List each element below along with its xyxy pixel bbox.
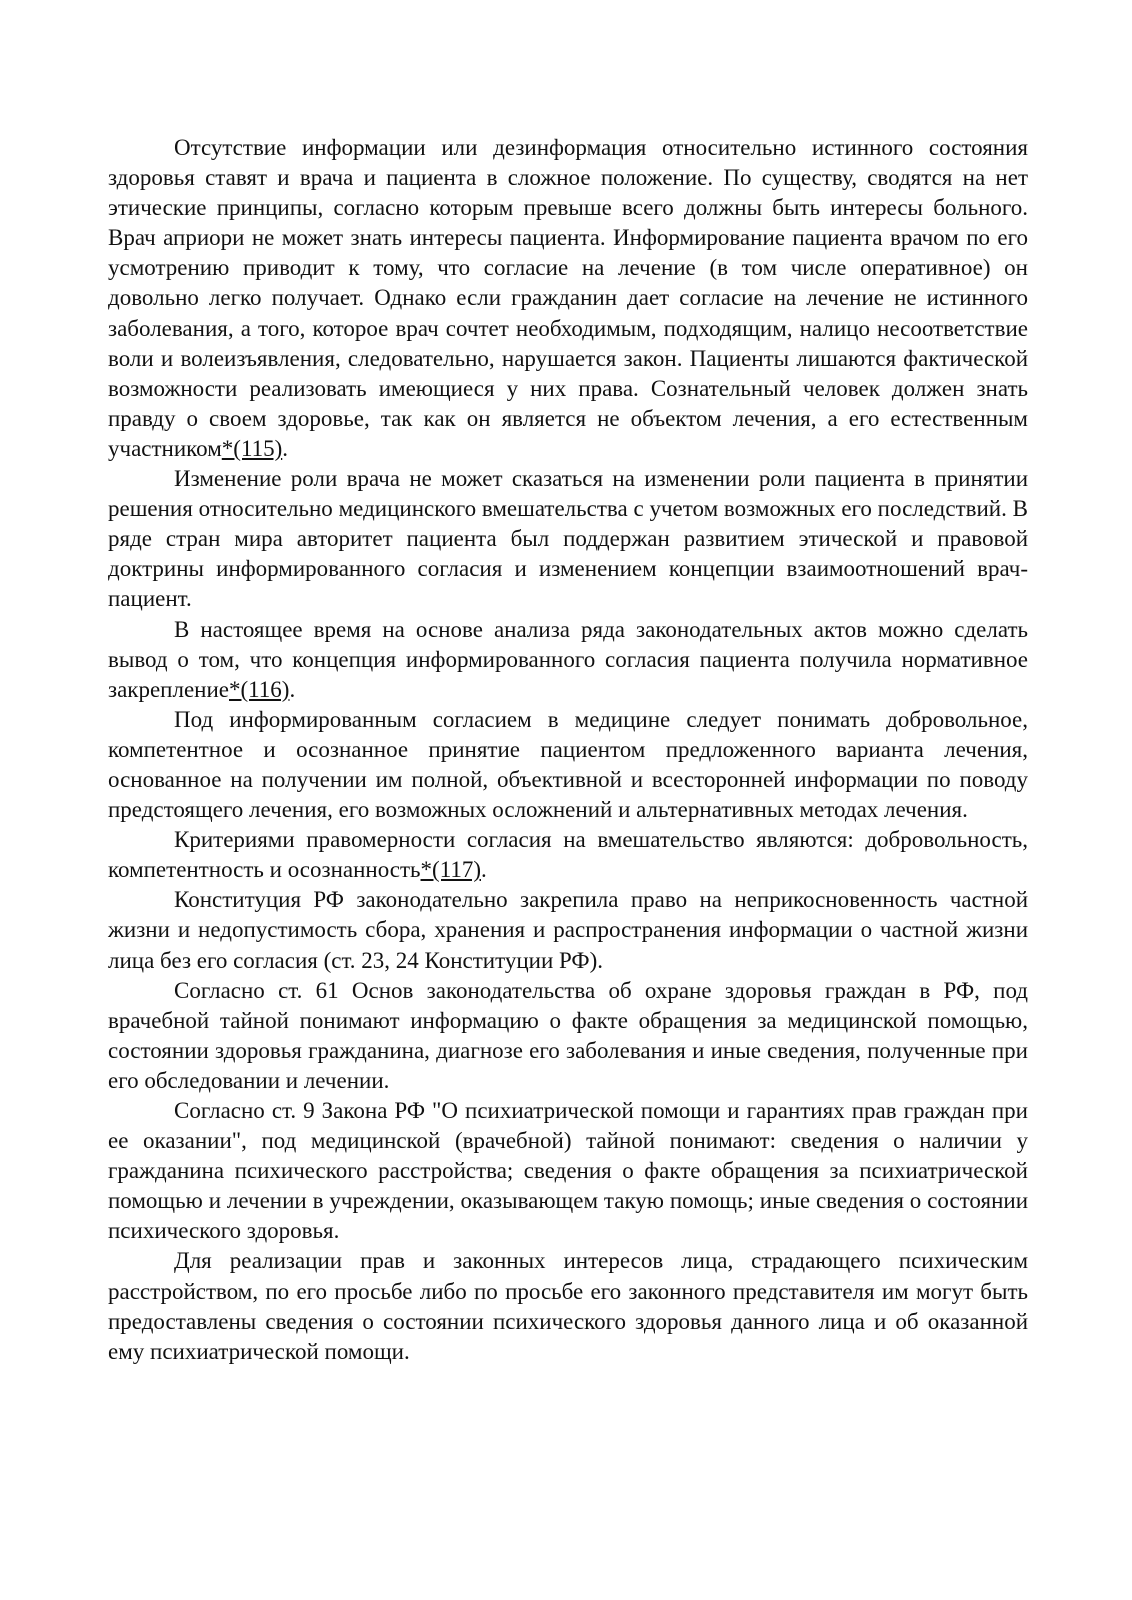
paragraph-text: Под информированным согласием в медицине следует понимать добровольное, компетентное и осознанное принятие пациентом предложенного варианта лечения, основанное на получении им полной, объективной и всесторонней информации по поводу предстоящего лечения, его возможных осложнений и альтернативных методах лечения. [108,706,1028,823]
paragraph-2 [108,464,1028,614]
paragraph-5 [108,825,1028,885]
footnote-link[interactable]: *(115) [221,435,283,461]
paragraph-text: Для реализации прав и законных интересов лица, страдающего психическим расстройством, по его просьбе либо по просьбе его законного представителя им могут быть предоставлены сведения о состоянии психического здоровья данного лица и об оказанной ему психиатрической помощи. [108,1248,1028,1364]
paragraph-tail: . [289,676,296,702]
paragraph-text: Отсутствие информации или дезинформация относительно истинного состояния здоровья ставят и врача и пациента в сложное положение. По существу, сводятся на нет этические принципы, согласно которым превыше всего должны быть интересы больного. Врач априори не может знать интересы пациента. Информирование пациента врачом по его усмотрению приводит к тому, что согласие на лечение (в том числе оперативное) он довольно легко получает. Однако если гражданин дает согласие на лечение не истинного заболевания, а того, которое врач сочтет необходимым, подходящим, налицо несоответствие воли и волеизъявления, следовательно, нарушается закон. Пациенты лишаются фактической возможности реализовать имеющиеся у них права. Сознательный человек должен знать правду о своем здоровье, так как он является не объектом лечения, а его естественным участником [108,135,1028,461]
paragraph-text: Согласно ст. 9 Закона РФ "О психиатрической помощи и гарантиях прав граждан при ее оказании", под медицинской (врачебной) тайной понимают: сведения о наличии у гражданина психического расстройства; сведения о факте обращения за психиатрической помощью и лечении в учреждении, оказывающем такую помощь; иные сведения о состоянии психического здоровья. [108,1098,1028,1244]
footnote-link[interactable]: *(116) [229,676,290,702]
paragraph-6 [108,885,1028,975]
paragraph-8 [108,1096,1028,1246]
paragraph-tail: . [282,435,288,461]
footnote-link[interactable]: *(117) [420,857,481,883]
paragraph-text: Согласно ст. 61 Основ законодательства об охране здоровья граждан в РФ, под врачебной тайной понимают информацию о факте обращения за медицинской помощью, состоянии здоровья гражданина, диагнозе его заболевания и иные сведения, полученные при его обследовании и лечении. [108,977,1028,1093]
paragraph-7 [108,976,1028,1096]
paragraph-text: Критериями правомерности согласия на вмешательство являются: добровольность, компетентность и осознанность [108,827,1028,883]
paragraph-3 [108,615,1028,705]
paragraph-1 [108,133,1028,464]
paragraph-tail: . [481,857,487,883]
paragraph-text: Конституция РФ законодательно закрепила право на неприкосновенность частной жизни и недопустимость сбора, хранения и распространения информации о частной жизни лица без его согласия (ст. 23, 24 Конституции РФ). [108,887,1028,973]
paragraph-9 [108,1246,1028,1366]
paragraph-text: В настоящее время на основе анализа ряда законодательных актов можно сделать вывод о том, что концепция информированного согласия пациента получила нормативное закрепление [108,616,1028,702]
document-page [108,133,1028,1367]
paragraph-text: Изменение роли врача не может сказаться на изменении роли пациента в принятии решения относительно медицинского вмешательства с учетом возможных его последствий. В ряде стран мира авторитет пациента был поддержан развитием этической и правовой доктрины информированного согласия и изменением концепции взаимоотношений врач-пациент. [108,466,1028,612]
paragraph-4 [108,705,1028,825]
